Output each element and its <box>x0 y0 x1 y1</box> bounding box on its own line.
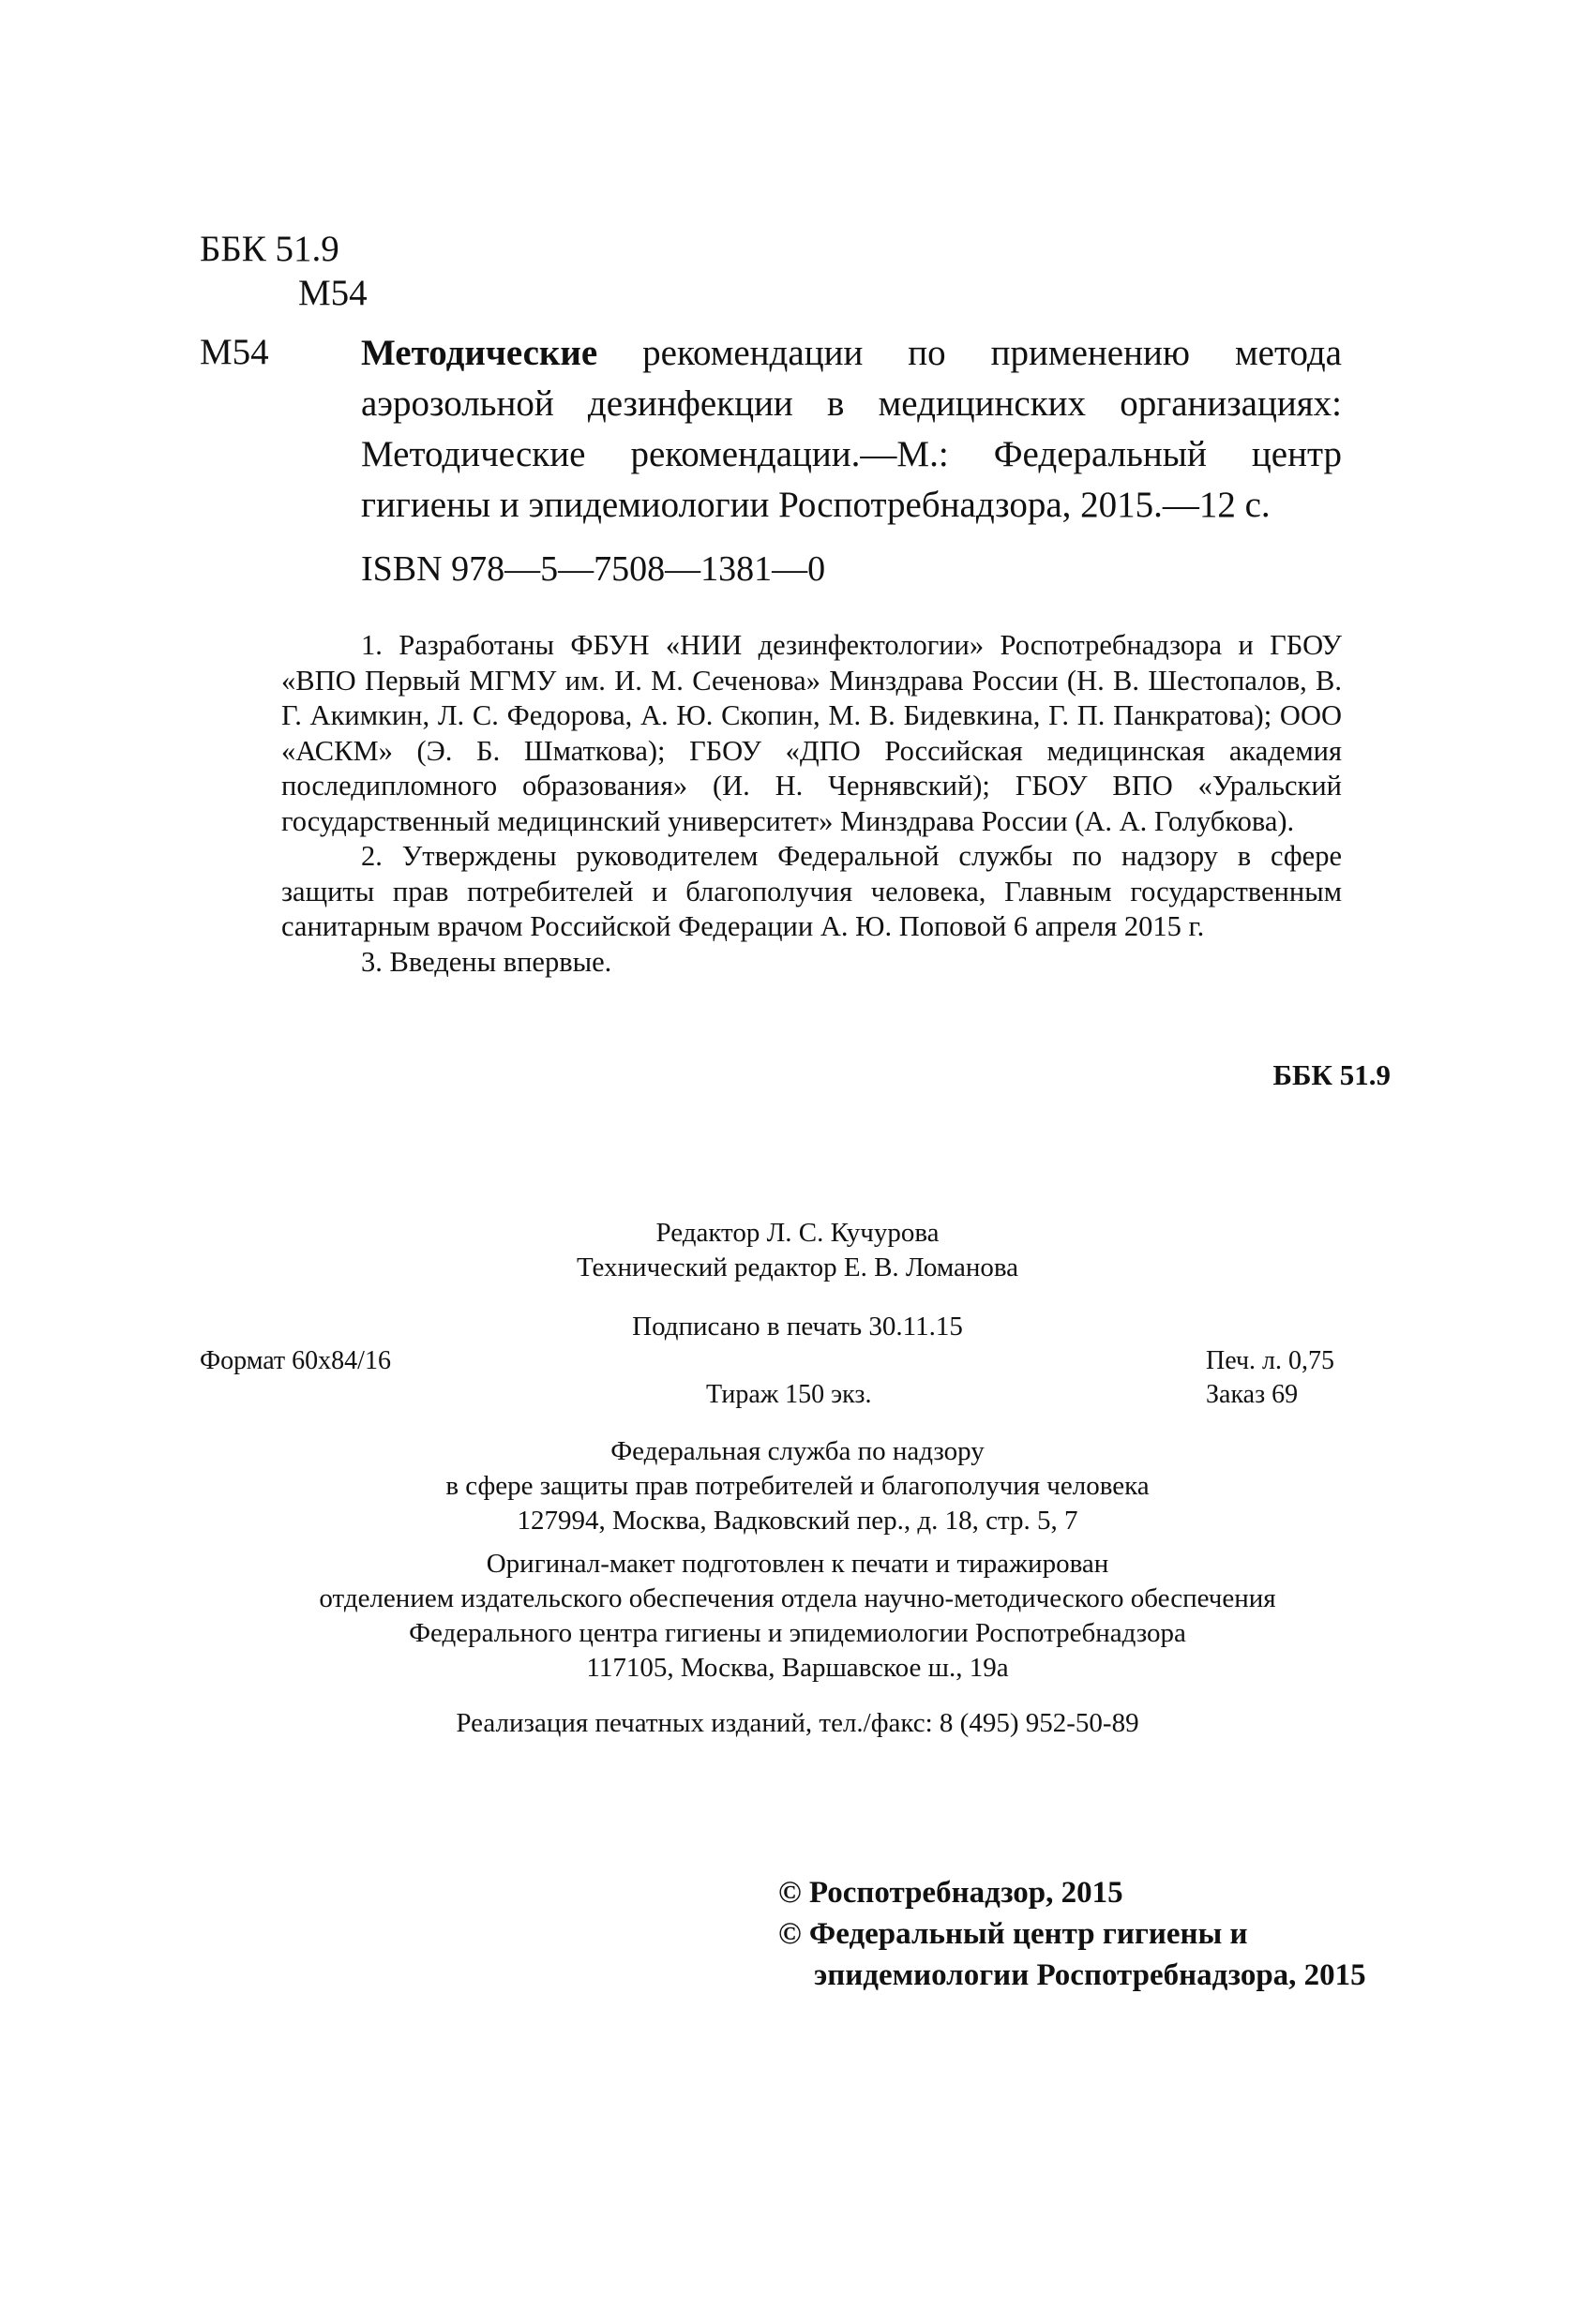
editor: Редактор Л. С. Кучурова <box>655 1218 940 1248</box>
editors-block <box>0 1216 1595 1285</box>
bbk-code-top: ББК 51.9 <box>200 229 339 269</box>
bibliographic-description <box>361 328 1342 531</box>
note-developed-by: 1. Разработаны ФБУН «НИИ дезинфектологии» Роспотребнадзора и ГБОУ «ВПО Первый МГМУ им. И. М. Сеченова» Минздрава России (Н. В. Шестопалов, В. Г. Акимкин, Л. С. Федорова, А. Ю. Скопин, М. В. Бидевкина, Г. П. Панкратова); ООО «АСКМ» (Э. Б. Шматкова); ГБОУ «ДПО Российская медицинская академия последипломного образования» (И. Н. Чернявский); ГБОУ ВПО «Уральский государственный медицинский университет» Минздрава России (А. А. Голубкова). <box>281 629 1342 837</box>
layout-line: Федерального центра гигиены и эпидемиологии Роспотребнадзора <box>409 1618 1186 1648</box>
title-rest: рекомендации по применению метода аэрозольной дезинфекции в медицинских организациях: Методические рекомендации.—М.: Федеральный центр гигиены и эпидемиологии Роспотребнадзора, 2015.—12 с. <box>361 333 1342 525</box>
layout-info-block <box>0 1547 1595 1686</box>
layout-address: 117105, Москва, Варшавское ш., 19а <box>586 1653 1009 1683</box>
copyright-line: © Федеральный центр гигиены и <box>778 1917 1248 1951</box>
author-sign-top: М54 <box>298 273 368 313</box>
publisher-block <box>0 1434 1595 1538</box>
copyright-block <box>778 1872 1366 1996</box>
order-number: Заказ 69 <box>1206 1380 1299 1409</box>
bbk-code-right: ББК 51.9 <box>1272 1058 1391 1091</box>
notes-block <box>281 628 1342 980</box>
copyright-line: © Роспотребнадзор, 2015 <box>778 1876 1123 1910</box>
paper-format: Формат 60x84/16 <box>200 1346 391 1375</box>
publisher-line: в сфере защиты прав потребителей и благополучия человека <box>445 1471 1150 1501</box>
note-approved-by: 2. Утверждены руководителем Федеральной службы по надзору в сфере защиты прав потребителей и благополучия человека, Главным государственным санитарным врачом Российской Федерации А. Ю. Поповой 6 апреля 2015 г. <box>281 840 1342 942</box>
publisher-line: Федеральная служба по надзору <box>610 1436 985 1466</box>
printed-sheets: Печ. л. 0,75 <box>1206 1346 1335 1375</box>
layout-line: отделением издательского обеспечения отдела научно-методического обеспечения <box>319 1583 1276 1613</box>
note-introduced: 3. Введены впервые. <box>361 945 612 978</box>
author-sign-left: М54 <box>200 332 269 372</box>
publisher-address: 127994, Москва, Вадковский пер., д. 18, стр. 5, 7 <box>517 1506 1078 1536</box>
sales-contact: Реализация печатных изданий, тел./факс: 8 (495) 952-50-89 <box>456 1708 1139 1738</box>
signed-to-print: Подписано в печать 30.11.15 <box>632 1312 963 1342</box>
print-run: Тираж 150 экз. <box>706 1380 872 1409</box>
tech-editor: Технический редактор Е. В. Ломанова <box>576 1252 1019 1282</box>
copyright-line: эпидемиологии Роспотребнадзора, 2015 <box>814 1958 1366 1992</box>
isbn: ISBN 978—5—7508—1381—0 <box>361 549 826 589</box>
layout-line: Оригинал-макет подготовлен к печати и тиражирован <box>486 1549 1109 1579</box>
title-bold-word: Методические <box>361 333 598 373</box>
